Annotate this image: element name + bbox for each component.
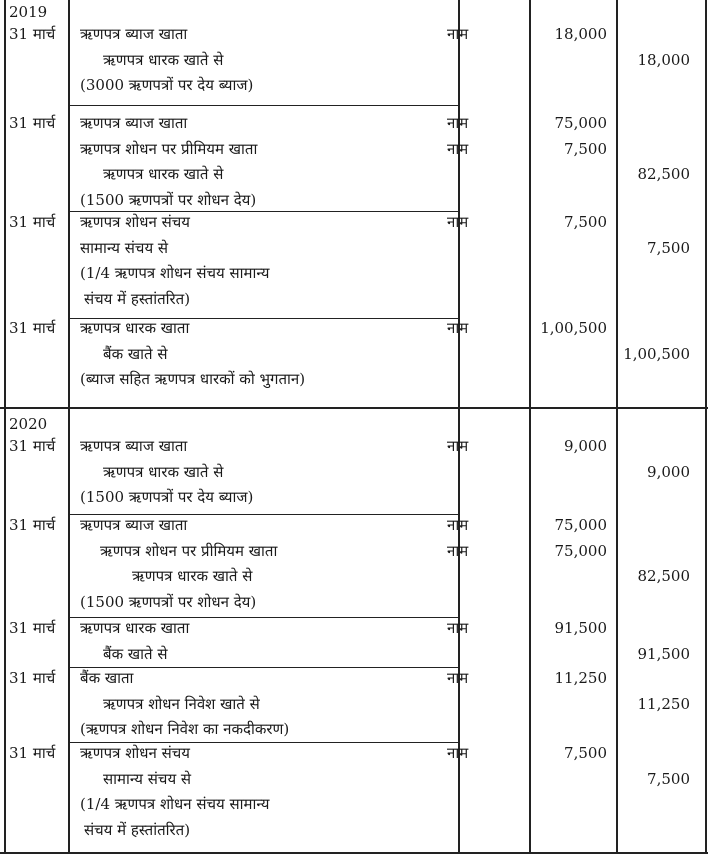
dr-label: नाम [447, 25, 469, 43]
debit-column-rule [616, 0, 618, 852]
entry-date: 31 मार्च [9, 25, 56, 43]
entry-separator [69, 667, 459, 668]
debit-amount: 7,500 [564, 139, 607, 158]
credit-amount: 11,250 [637, 694, 690, 713]
debit-account: ऋणपत्र शोधन पर प्रीमियम खाता [100, 541, 278, 560]
credit-account: ऋणपत्र शोधन निवेश खाते से [103, 694, 260, 713]
narration-text: (ऋणपत्र शोधन निवेश का नकदीकरण) [80, 720, 290, 738]
narration-text: (ब्याज सहित ऋणपत्र धारकों को भुगतान) [80, 370, 306, 388]
credit-account: सामान्य संचय से [80, 238, 169, 257]
entry-date: 31 मार्च [9, 516, 56, 534]
debit-account: बैंक खाता [80, 669, 134, 687]
credit-amount: 7,500 [647, 238, 690, 257]
dr-label: नाम [447, 213, 469, 231]
narration-text: (1500 ऋणपत्रों पर शोधन देय) [80, 190, 257, 209]
credit-account: सामान्य संचय से [103, 769, 192, 788]
entry-separator [69, 318, 459, 319]
credit-column-rule [705, 0, 707, 852]
entry-year: 2019 [9, 3, 48, 21]
entry-separator [69, 211, 459, 212]
credit-amount: 82,500 [637, 165, 690, 183]
dr-label: नाम [447, 139, 469, 158]
entry-year: 2020 [9, 415, 48, 433]
narration-text: (1500 ऋणपत्रों पर शोधन देय) [80, 592, 257, 611]
debit-amount: 18,000 [554, 25, 607, 43]
credit-amount: 91,500 [637, 644, 690, 663]
entry-date: 31 मार्च [9, 213, 56, 231]
entry-separator [0, 407, 708, 409]
debit-account: ऋणपत्र शोधन संचय [80, 744, 190, 762]
credit-account: ऋणपत्र धारक खाते से [103, 462, 224, 481]
narration-text: संचय में हस्तांतरित) [84, 820, 191, 839]
debit-amount: 7,500 [564, 744, 607, 762]
entry-separator [69, 742, 459, 743]
debit-account: ऋणपत्र शोधन संचय [80, 213, 190, 231]
dr-label: नाम [447, 114, 469, 132]
debit-account: ऋणपत्र धारक खाता [80, 619, 190, 637]
dr-label: नाम [447, 669, 469, 687]
narration-text: (3000 ऋणपत्रों पर देय ब्याज) [80, 76, 254, 94]
narration-text: (1/4 ऋणपत्र शोधन संचय सामान्य [80, 795, 270, 813]
debit-account: ऋणपत्र धारक खाता [80, 319, 190, 337]
credit-account: ऋणपत्र धारक खाते से [103, 165, 224, 183]
debit-amount: 75,000 [554, 541, 607, 560]
debit-amount: 9,000 [564, 437, 607, 455]
entry-date: 31 मार्च [9, 437, 56, 455]
dr-label: नाम [447, 516, 469, 534]
debit-account: ऋणपत्र शोधन पर प्रीमियम खाता [80, 139, 258, 158]
credit-amount: 18,000 [637, 50, 690, 69]
credit-account: ऋणपत्र धारक खाते से [132, 567, 253, 585]
debit-amount: 11,250 [554, 669, 607, 687]
credit-account: बैंक खाते से [103, 644, 168, 663]
narration-text: संचय में हस्तांतरित) [84, 289, 191, 308]
debit-account: ऋणपत्र ब्याज खाता [80, 516, 188, 534]
entry-date: 31 मार्च [9, 669, 56, 687]
narration-text: (1/4 ऋणपत्र शोधन संचय सामान्य [80, 264, 270, 282]
dr-label: नाम [447, 744, 469, 762]
debit-account: ऋणपत्र ब्याज खाता [80, 25, 188, 43]
entry-separator [69, 617, 459, 618]
dr-label: नाम [447, 319, 469, 337]
debit-amount: 7,500 [564, 213, 607, 231]
credit-account: बैंक खाते से [103, 344, 168, 363]
entry-date: 31 मार्च [9, 619, 56, 637]
debit-amount: 1,00,500 [540, 319, 607, 337]
dr-label: नाम [447, 619, 469, 637]
entry-date: 31 मार्च [9, 114, 56, 132]
bottom-rule [0, 852, 708, 854]
debit-account: ऋणपत्र ब्याज खाता [80, 114, 188, 132]
debit-account: ऋणपत्र ब्याज खाता [80, 437, 188, 455]
dr-label: नाम [447, 541, 469, 560]
credit-account: ऋणपत्र धारक खाते से [103, 50, 224, 69]
credit-amount: 7,500 [647, 769, 690, 788]
entry-date: 31 मार्च [9, 319, 56, 337]
debit-amount: 75,000 [554, 114, 607, 132]
narration-text: (1500 ऋणपत्रों पर देय ब्याज) [80, 488, 254, 506]
entry-separator [69, 105, 459, 106]
dr-label: नाम [447, 437, 469, 455]
debit-amount: 91,500 [554, 619, 607, 637]
debit-amount: 75,000 [554, 516, 607, 534]
entry-date: 31 मार्च [9, 744, 56, 762]
credit-amount: 9,000 [647, 462, 690, 481]
entry-separator [69, 514, 459, 515]
credit-amount: 1,00,500 [623, 344, 690, 363]
credit-amount: 82,500 [637, 567, 690, 585]
